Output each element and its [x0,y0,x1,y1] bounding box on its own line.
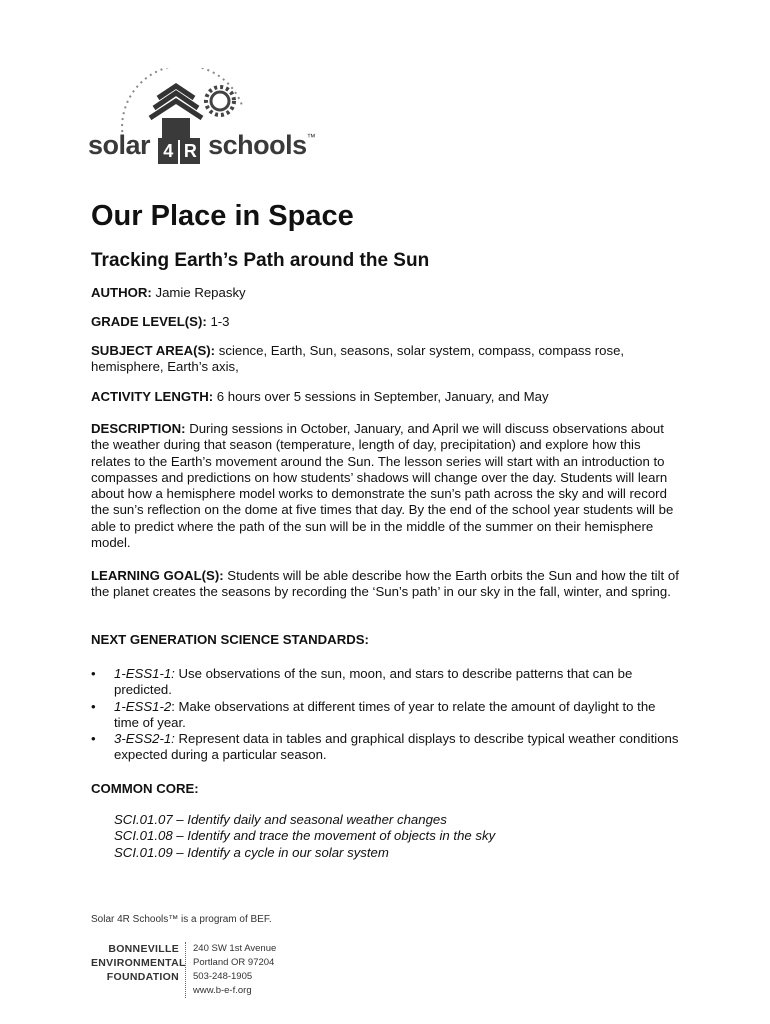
grade-level-field [91,314,681,330]
grade-level-label: GRADE LEVEL(S): [91,314,207,329]
footer-divider [185,942,187,998]
standard-code: 1-ESS1-1: [114,666,175,681]
author-value: Jamie Repasky [155,285,246,300]
activity-length-label: ACTIVITY LENGTH: [91,389,214,404]
common-core-heading: COMMON CORE: [91,781,199,796]
common-core-list [114,812,674,861]
ngss-list [91,666,681,764]
address-line: 503-248-1905 [193,971,253,982]
author-label: AUTHOR: [91,285,152,300]
bullet-glyph: • [91,666,96,681]
ngss-heading: NEXT GENERATION SCIENCE STANDARDS: [91,632,369,647]
standard-code: 3-ESS2-1: [114,731,175,747]
description-label: DESCRIPTION: [91,421,186,436]
org-line: ENVIRONMENTAL [91,957,186,969]
description-value: During sessions in October, January, and April we will discuss observations about the weather during that season (temperature, length of day, precipitation) and explore how this relates to the Earth’s movement around the Sun. The lesson series will start with an introduction to compasses and predictions on how students’ shadows will change over the day. Students will learn about how a hemisphere model works to demonstrate the sun’s path across the sky and will record the sun’s reflection on the dome at five times that day. By the end of the school year students will be able to predict where the path of the sun will be in the middle of the summer on their hemisphere model. [91,421,674,551]
subject-area-label: SUBJECT AREA(S): [91,343,216,358]
list-item: SCI.01.09 – Identify a cycle in our solar system [114,844,389,860]
logo-trademark: ™ [306,132,316,142]
footer [91,914,391,996]
subject-area-value: science, Earth, Sun, seasons, solar system, compass, compass rose, hemisphere, Earth’s axis, [91,343,625,375]
standard-code: 1-ESS1-2 [114,698,172,714]
logo-word-solar: solar [88,130,151,160]
standard-text: Use observations of the sun, moon, and stars to describe patterns that can be predicted. [114,666,633,698]
activity-length-field [91,389,681,405]
author-field [91,285,681,301]
learning-goals-value: Students will be able describe how the Earth orbits the Sun and how the tilt of the planet creates the seasons by recording the ‘Sun’s path’ in our sky in the fall, winter, and spring. [91,568,679,600]
footer-program-line: Solar 4R Schools™ is a program of BEF. [91,914,272,925]
list-item [91,699,681,732]
org-line: BONNEVILLE [108,943,179,955]
address-line: 240 SW 1st Avenue [193,943,277,954]
bullet-glyph: • [91,731,96,747]
description-field [91,421,681,551]
logo-wordmark [88,130,315,164]
subject-area-field [91,343,681,376]
list-item: SCI.01.08 – Identify and trace the movement of objects in the sky [114,828,496,844]
address-line: Portland OR 97204 [193,957,275,968]
page-subtitle: Tracking Earth’s Path around the Sun [91,250,430,271]
learning-goals-field [91,568,681,601]
footer-address [193,942,276,998]
list-item: SCI.01.07 – Identify daily and seasonal weather changes [114,812,447,827]
list-item [91,731,681,764]
bullet-glyph: • [91,698,96,714]
grade-level-value: 1-3 [210,314,230,329]
address-line: www.b-e-f.org [193,985,252,996]
standard-text: : Make observations at different times of year to relate the amount of daylight to the time of year. [114,698,656,730]
standard-text: Represent data in tables and graphical displays to describe typical weather conditions expected during a particular season. [114,731,679,763]
org-line: FOUNDATION [106,971,179,983]
logo-box-4: 4 [158,138,178,164]
footer-organization [91,942,186,984]
list-item [91,666,681,699]
activity-length-value: 6 hours over 5 sessions in September, January, and May [216,389,549,404]
page-title: Our Place in Space [91,200,354,232]
logo-word-schools: schools [208,130,307,160]
logo-box-r: R [180,138,200,164]
learning-goals-label: LEARNING GOAL(S): [91,568,224,583]
solar-4r-schools-logo [88,68,316,168]
